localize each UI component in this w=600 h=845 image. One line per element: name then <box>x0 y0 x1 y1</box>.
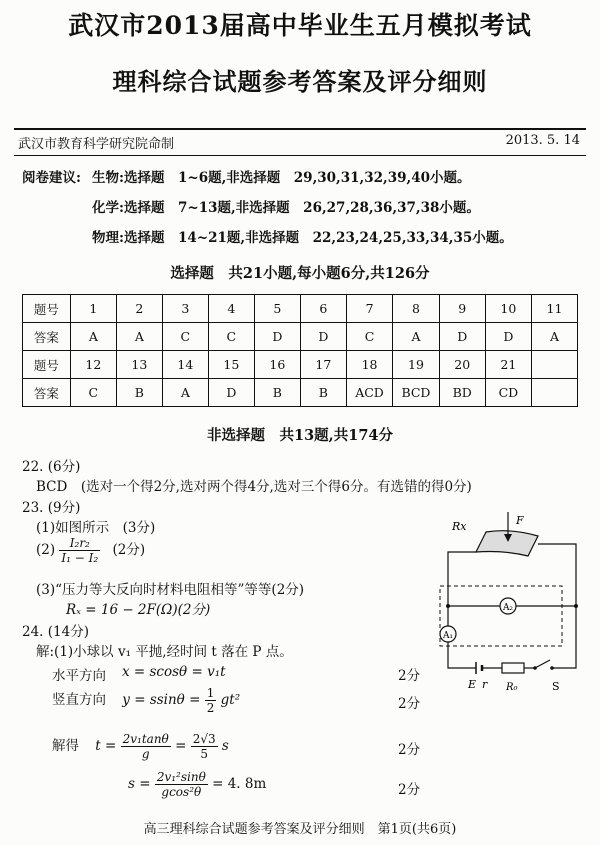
answer-table-cell: 9 <box>439 295 485 323</box>
q23-part3: (3)“压力等大反向时材料电阻相等”等等(2分) <box>36 582 305 598</box>
answer-table-row <box>23 295 578 323</box>
r0-label: R₀ <box>506 682 518 693</box>
q24-vertical-row <box>52 686 240 715</box>
answer-table-row <box>23 379 578 407</box>
q23-part2-numerator: I₂r₂ <box>59 536 100 551</box>
q22-heading: 22. (6分) <box>22 459 81 475</box>
answer-table-cell: 10 <box>485 295 531 323</box>
dashed-box <box>440 586 562 646</box>
answer-table-cell: 12 <box>70 351 116 379</box>
left-wire <box>448 552 476 668</box>
answer-table-cell: 5 <box>254 295 300 323</box>
answer-table-cell: D <box>300 323 346 351</box>
rx-label: Rx <box>452 520 467 533</box>
answer-table-row <box>23 323 578 351</box>
answer-table-cell: D <box>485 323 531 351</box>
answer-table-row-header: 答案 <box>23 323 71 351</box>
q24-solve-numerator-2: 2√3 <box>192 732 216 746</box>
q24-horizontal-equation: x = scosθ = v₁t <box>122 664 226 680</box>
q24-vertical-eq-b: gt² <box>220 692 241 708</box>
q23-part2-denominator: I₁ − I₂ <box>61 551 99 565</box>
answer-table-cell: A <box>116 323 162 351</box>
answer-table-cell: 19 <box>393 351 439 379</box>
q24-distance-eq-a: s = <box>128 776 151 792</box>
switch-contact <box>550 666 554 670</box>
advice-phys: 物理:选择题 14~21题,非选择题 22,23,24,25,33,34,35小题。 <box>92 230 513 246</box>
q24-solve-row <box>52 732 229 761</box>
q22-answer: BCD (选对一个得2分,选对两个得4分,选对三个得6分。有选错的得0分) <box>36 479 472 495</box>
answer-table-cell: 17 <box>300 351 346 379</box>
answer-table-cell: 4 <box>208 295 254 323</box>
answer-table-cell: B <box>254 379 300 407</box>
q24-vertical-numerator: 1 <box>206 686 215 700</box>
advice-chem: 化学:选择题 7~13题,非选择题 26,27,28,36,37,38小题。 <box>92 200 480 216</box>
q23-part2-label: (2) <box>36 542 56 558</box>
answer-table-cell: 7 <box>346 295 392 323</box>
answer-table-cell: BD <box>439 379 485 407</box>
answer-table-cell <box>531 379 577 407</box>
advice-label: 阅卷建议: <box>22 170 81 186</box>
answer-table-cell: C <box>208 323 254 351</box>
answer-table-cell: C <box>346 323 392 351</box>
answer-table-cell <box>531 351 577 379</box>
q24-vertical-label: 竖直方向 <box>52 692 106 708</box>
q23-part2 <box>36 536 145 565</box>
answer-table-cell: D <box>254 323 300 351</box>
answer-table-cell: 15 <box>208 351 254 379</box>
answer-table-cell: ACD <box>346 379 392 407</box>
q24-vertical-fraction <box>205 686 217 715</box>
answer-table-cell: 20 <box>439 351 485 379</box>
a1-label: A₁ <box>442 631 454 641</box>
answer-table-cell: 16 <box>254 351 300 379</box>
advice-bio: 生物:选择题 1~6题,非选择题 29,30,31,32,39,40小题。 <box>92 170 471 186</box>
answer-table-cell: A <box>162 379 208 407</box>
q24-solve-denominator-2: 5 <box>200 747 208 761</box>
answer-table-cell: D <box>208 379 254 407</box>
q24-score-4: 2分 <box>398 782 421 798</box>
q24-solve-eq-b: s <box>221 738 229 754</box>
q24-vertical-eq-a: y = ssinθ = <box>122 692 201 708</box>
mc-section-heading: 选择题 共21小题,每小题6分,共126分 <box>170 265 430 282</box>
answer-table-cell: B <box>116 379 162 407</box>
issuer: 武汉市教育科学研究院命制 <box>18 137 175 152</box>
answer-table-cell: 1 <box>70 295 116 323</box>
q24-distance-eq-b: = 4. 8m <box>212 776 267 792</box>
nonmc-section-heading: 非选择题 共13题,共174分 <box>207 427 393 444</box>
answer-table-cell: B <box>300 379 346 407</box>
q23-part2-score: (2分) <box>112 542 146 558</box>
a2-label: A₂ <box>502 603 514 613</box>
page-footer: 高三理科综合试题参考答案及评分细则 第1页(共6页) <box>143 822 457 837</box>
q24-intro: 解:(1)小球以 v₁ 平抛,经时间 t 落在 P 点。 <box>36 644 293 660</box>
q24-solve-equals: = <box>175 738 187 754</box>
answer-table-cell: 11 <box>531 295 577 323</box>
q23-part3-formula: Rₓ = 16 − 2F(Ω)(2分) <box>66 602 211 618</box>
force-label: F <box>516 514 524 527</box>
switch-lever <box>535 660 550 668</box>
answer-table-cell: A <box>393 323 439 351</box>
answer-table-cell: 2 <box>116 295 162 323</box>
header-divider <box>14 128 586 130</box>
answer-table-cell: 21 <box>485 351 531 379</box>
q24-distance-denominator: gcos²θ <box>161 785 202 799</box>
q24-heading: 24. (14分) <box>22 624 89 640</box>
answer-table-cell: A <box>531 323 577 351</box>
answer-table-row <box>23 351 578 379</box>
q24-solve-numerator-1: 2v₁tanθ <box>122 732 169 746</box>
answer-table-cell: D <box>439 323 485 351</box>
q23-part2-fraction <box>59 536 100 565</box>
q24-solve-fraction-1 <box>121 732 171 761</box>
q24-solve-denominator-1: g <box>141 747 150 761</box>
answer-table-cell: 8 <box>393 295 439 323</box>
junction-left <box>446 604 450 608</box>
answer-table-cell: C <box>70 379 116 407</box>
answer-table-cell: 6 <box>300 295 346 323</box>
q23-part1: (1)如图所示 (3分) <box>36 520 156 536</box>
header-divider-thin <box>14 155 586 156</box>
answer-table-row-header: 题号 <box>23 295 71 323</box>
s-label: S <box>552 680 560 693</box>
q24-horizontal-label: 水平方向 <box>52 668 106 684</box>
answer-table-cell: 3 <box>162 295 208 323</box>
junction-right <box>574 604 578 608</box>
issue-date: 2013. 5. 14 <box>505 133 580 148</box>
answer-table-cell: 18 <box>346 351 392 379</box>
q24-score-2: 2分 <box>398 696 421 712</box>
r-label: r <box>482 678 488 691</box>
answer-table-cell: BCD <box>393 379 439 407</box>
q24-solve-eq-a: t = <box>95 738 117 754</box>
answer-table-cell: 13 <box>116 351 162 379</box>
e-label: E <box>468 678 477 691</box>
q24-distance-fraction <box>155 770 208 799</box>
circuit-diagram <box>430 510 595 700</box>
q24-distance-row <box>128 770 266 799</box>
answer-table-row-header: 题号 <box>23 351 71 379</box>
answer-table-row-header: 答案 <box>23 379 71 407</box>
q24-vertical-denominator: 2 <box>206 701 215 715</box>
q24-score-1: 2分 <box>398 668 421 684</box>
answer-table-cell: C <box>162 323 208 351</box>
q24-score-3: 2分 <box>398 742 421 758</box>
answer-table-cell: A <box>70 323 116 351</box>
q23-heading: 23. (9分) <box>22 500 81 516</box>
answer-table-cell: 14 <box>162 351 208 379</box>
resistor-r0 <box>502 663 524 673</box>
answer-table <box>22 294 578 407</box>
document-title: 理科综合试题参考答案及评分细则 <box>112 67 488 96</box>
exam-title: 武汉市2013届高中毕业生五月模拟考试 <box>68 11 532 40</box>
answer-table-cell: CD <box>485 379 531 407</box>
q24-solve-label: 解得 <box>52 738 79 754</box>
q24-solve-fraction-2 <box>191 732 218 761</box>
q24-distance-numerator: 2v₁²sinθ <box>156 770 206 784</box>
